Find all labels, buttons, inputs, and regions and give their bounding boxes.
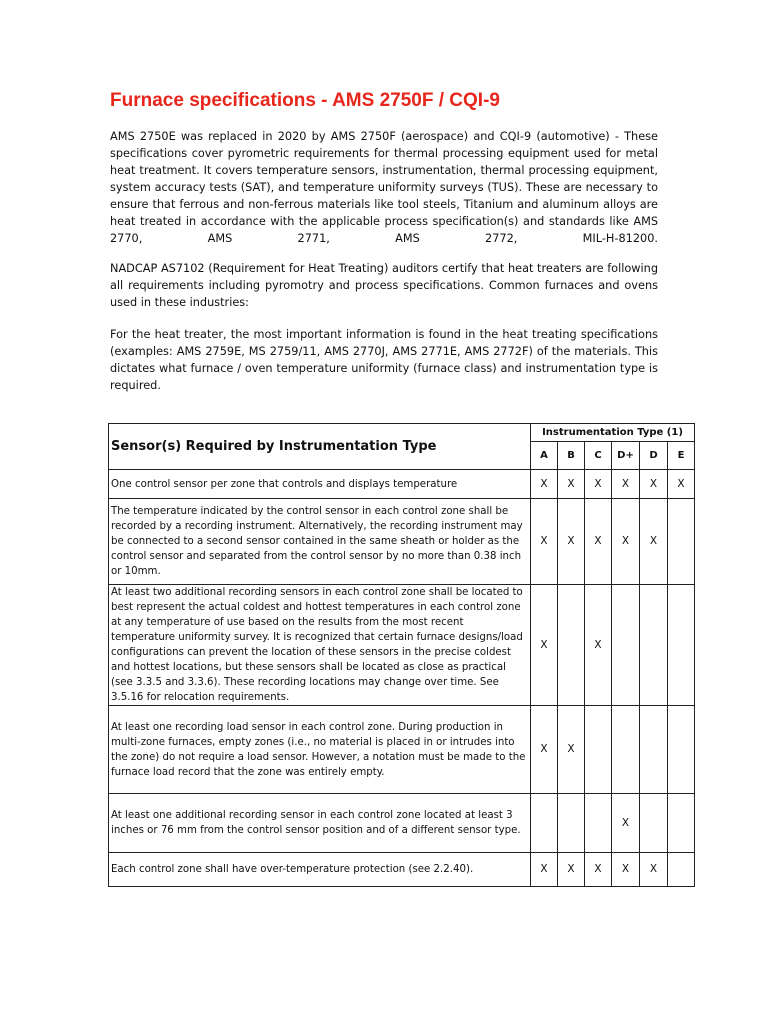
mark-cell: X [612, 853, 640, 887]
mark-cell: X [558, 706, 585, 794]
column-header: A [531, 442, 558, 470]
mark-cell [531, 794, 558, 853]
column-header: D+ [612, 442, 640, 470]
mark-cell [668, 706, 695, 794]
requirement-text: One control sensor per zone that controls and displays temperature [109, 470, 531, 499]
mark-cell [558, 585, 585, 706]
heat-treater-paragraph: For the heat treater, the most important information is found in the heat treating specifications (examples: AMS 2759E, MS 2759/11, AMS 2770J, AMS 2771E, AMS 2772F) of the materials. This dictates what furnace / oven temperature uniformity (furnace class) and instrumentation type is required. [110, 328, 658, 392]
requirement-text: At least one additional recording sensor in each control zone located at least 3 inches or 76 mm from the control sensor position and of a different sensor type. [109, 794, 531, 853]
requirement-text: The temperature indicated by the control sensor in each control zone shall be recorded by a recording instrument. Alternatively, the recording instrument may be connected to a second sensor contained in the same sheath or holder as the control sensor and separated from the control sensor by no more than 0.38 inch or 10mm. [109, 499, 531, 585]
column-header: D [640, 442, 668, 470]
table-row [109, 585, 695, 706]
mark-cell: X [531, 470, 558, 499]
mark-cell: X [585, 470, 612, 499]
column-header: B [558, 442, 585, 470]
table-row [109, 706, 695, 794]
mark-cell [668, 499, 695, 585]
mark-cell [558, 794, 585, 853]
mark-cell [668, 585, 695, 706]
mark-cell [640, 585, 668, 706]
requirement-text: Each control zone shall have over-temperature protection (see 2.2.40). [109, 853, 531, 887]
mark-cell: X [640, 499, 668, 585]
mark-cell: X [531, 499, 558, 585]
mark-cell [585, 706, 612, 794]
table-row [109, 499, 695, 585]
mark-cell: X [585, 499, 612, 585]
mark-cell [640, 706, 668, 794]
mark-cell: X [668, 470, 695, 499]
mark-cell [612, 585, 640, 706]
mark-cell: X [531, 585, 558, 706]
mark-cell: X [585, 853, 612, 887]
mark-cell: X [585, 585, 612, 706]
mark-cell: X [612, 794, 640, 853]
mark-cell [585, 794, 612, 853]
page-title: Furnace specifications - AMS 2750F / CQI-9 [110, 90, 500, 111]
mark-cell: X [640, 853, 668, 887]
mark-cell: X [558, 853, 585, 887]
intro-paragraph: AMS 2750E was replaced in 2020 by AMS 2750F (aerospace) and CQI-9 (automotive) - These specifications cover pyrometric requirements for thermal processing equipment used for metal heat treatment. It covers temperature sensors, instrumentation, thermal processing equipment, system accuracy tests (SAT), and temperature uniformity surveys (TUS). These are necessary to ensure that ferrous and non-ferrous materials like tool steels, Titanium and aluminum alloys are heat treated in accordance with the applicable process specification(s) and standards like AMS 2770, AMS 2771, AMS 2772, MIL-H-81200. [110, 130, 658, 245]
mark-cell [612, 706, 640, 794]
instrumentation-table [108, 423, 695, 887]
table-row [109, 470, 695, 499]
column-header: C [585, 442, 612, 470]
mark-cell [668, 794, 695, 853]
mark-cell: X [558, 470, 585, 499]
nadcap-paragraph: NADCAP AS7102 (Requirement for Heat Treating) auditors certify that heat treaters are following all requirements including pyromotry and process specifications. Common furnaces and ovens used in these industries: [110, 262, 658, 309]
mark-cell: X [558, 499, 585, 585]
column-header: E [668, 442, 695, 470]
mark-cell: X [640, 470, 668, 499]
requirement-text: At least two additional recording sensors in each control zone shall be located to best represent the actual coldest and hottest temperatures in each control zone at any temperature of use based on the results from the most recent temperature uniformity survey. It is recognized that certain furnace designs/load configurations can prevent the location of these sensors in the precise coldest and hottest locations, but these sensors shall be located as close as practical (see 3.3.5 and 3.3.6). These recording locations may change over time. See 3.5.16 for relocation requirements. [109, 585, 531, 706]
table-row [109, 853, 695, 887]
mark-cell [640, 794, 668, 853]
mark-cell: X [531, 706, 558, 794]
table-row [109, 794, 695, 853]
mark-cell: X [612, 470, 640, 499]
mark-cell [668, 853, 695, 887]
sensor-header: Sensor(s) Required by Instrumentation Type [109, 424, 531, 470]
instrumentation-type-header: Instrumentation Type (1) [531, 424, 695, 442]
mark-cell: X [612, 499, 640, 585]
requirement-text: At least one recording load sensor in each control zone. During production in multi-zone furnaces, empty zones (i.e., no material is placed in or intrudes into the zone) do not require a load sensor. However, a notation must be made to the furnace load record that the zone was entirely empty. [109, 706, 531, 794]
mark-cell: X [531, 853, 558, 887]
